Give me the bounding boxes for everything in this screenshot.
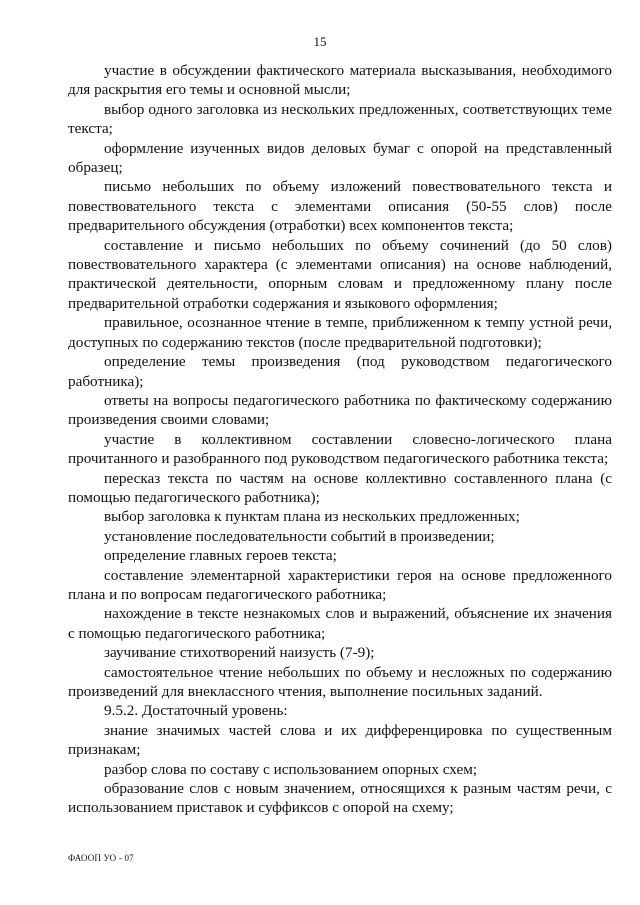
paragraph: составление и письмо небольших по объему сочинений (до 50 слов) повествовательного характера (с элементами описания) на основе наблюдений, практической деятельности, опорным словам и предложенному плану после предварительной отработки содержания и языкового оформления; xyxy=(68,236,612,312)
paragraph: определение темы произведения (под руководством педагогического работника); xyxy=(68,353,612,390)
paragraph: участие в обсуждении фактического материала высказывания, необходимого для раскрытия его темы и основной мысли; xyxy=(68,62,612,99)
paragraph: ответы на вопросы педагогического работника по фактическому содержанию произведения своими словами; xyxy=(68,391,612,429)
document-body xyxy=(68,61,612,818)
page-number: 15 xyxy=(313,34,327,49)
paragraph: нахождение в тексте незнакомых слов и выражений, объяснение их значения с помощью педагогического работника; xyxy=(68,605,612,642)
paragraph: пересказ текста по частям на основе коллективно составленного плана (с помощью педагогического работника); xyxy=(68,469,612,506)
paragraph: оформление изученных видов деловых бумаг с опорой на представленный образец; xyxy=(68,139,612,177)
document-code-footer: ФАООП УО - 07 xyxy=(68,853,134,863)
paragraph: образование слов с новым значением, относящихся к разным частям речи, с использованием приставок и суффиксов с опорой на схему; xyxy=(68,780,612,817)
paragraph: составление элементарной характеристики героя на основе предложенного плана и по вопросам педагогического работника; xyxy=(68,566,612,603)
paragraph: заучивание стихотворений наизусть (7-9); xyxy=(104,644,375,662)
paragraph: выбор заголовка к пунктам плана из нескольких предложенных; xyxy=(104,508,520,526)
paragraph: правильное, осознанное чтение в темпе, приближенном к темпу устной речи, доступных по содержанию текстов (после предварительной подготовки); xyxy=(68,314,612,351)
paragraph: знание значимых частей слова и их дифференцировка по существенным признакам; xyxy=(68,721,612,759)
section-heading: 9.5.2. Достаточный уровень: xyxy=(104,702,288,720)
paragraph: установление последовательности событий в произведении; xyxy=(104,527,495,545)
paragraph: выбор одного заголовка из нескольких предложенных, соответствующих теме текста; xyxy=(68,100,612,138)
paragraph: самостоятельное чтение небольших по объему и несложных по содержанию произведений для внеклассного чтения, выполнение посильных заданий. xyxy=(68,663,612,700)
paragraph: письмо небольших по объему изложений повествовательного текста и повествовательного текста с элементами описания (50-55 слов) после предварительного обсуждения (отработки) всех компонентов текста; xyxy=(68,178,612,235)
paragraph: участие в коллективном составлении словесно-логического плана прочитанного и разобранного под руководством педагогического работника текста; xyxy=(68,430,612,468)
paragraph: разбор слова по составу с использованием опорных схем; xyxy=(104,760,478,778)
paragraph: определение главных героев текста; xyxy=(104,547,337,565)
